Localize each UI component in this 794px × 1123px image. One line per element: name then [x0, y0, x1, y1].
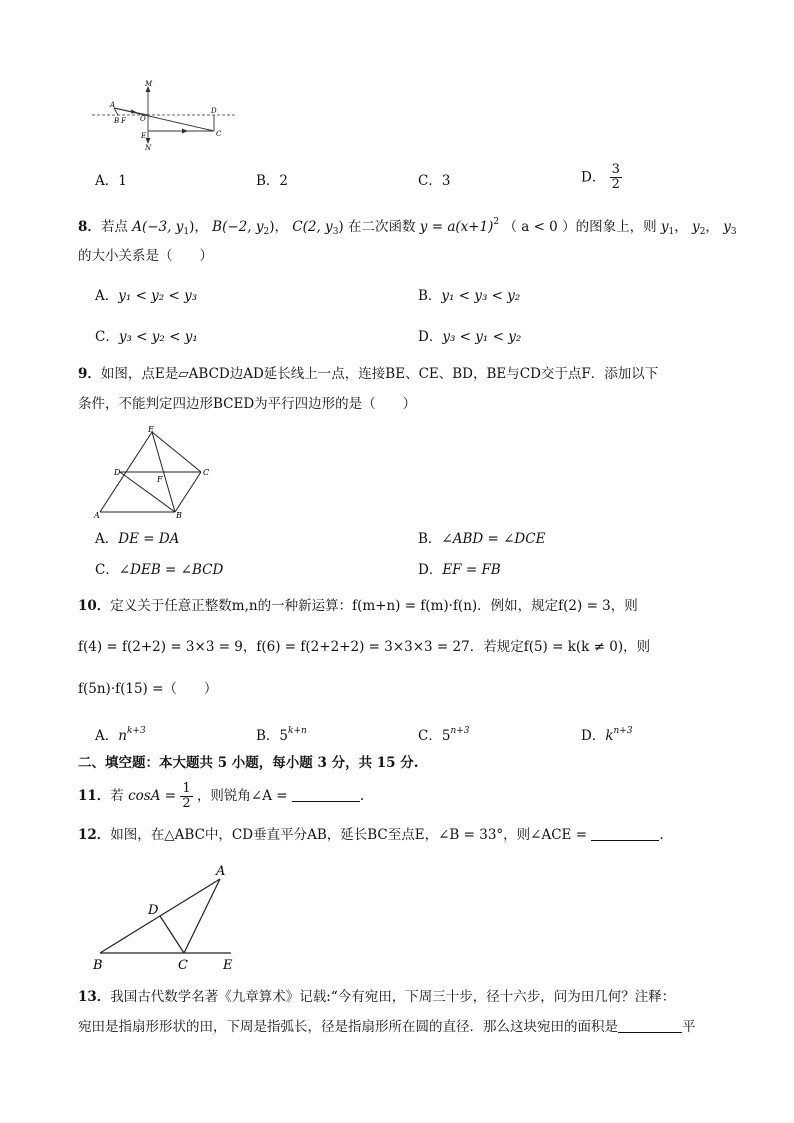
q9-label: F	[157, 475, 163, 484]
q12-label: D	[148, 903, 159, 918]
q10-stem-line3: f(5n)·f(15) =（ ）	[78, 681, 218, 697]
q12-label: E	[223, 958, 233, 973]
q7-option-a[interactable]: A．1	[95, 173, 127, 189]
q10-option-a[interactable]: A．$n^{k+3}$	[95, 726, 146, 744]
fraction: $\frac{1}{2}$	[182, 781, 191, 811]
q9-stem-line1: 9．如图，点E是▱ABCD边AD延长线上一点，连接BE、CE、BD，BE与CD交于点F．添加以下	[78, 366, 659, 382]
q8-stem-line2: 的大小关系是（ ）	[78, 248, 213, 264]
q9-stem-line2: 条件，不能判定四边形BCED为平行四边形的是（ ）	[78, 396, 417, 412]
q9-option-c[interactable]: C．∠DEB = ∠BCD	[95, 562, 224, 578]
q9-label: C	[203, 468, 210, 477]
q9-option-b[interactable]: B．∠ABD = ∠DCE	[418, 531, 546, 547]
q7-figure	[88, 78, 238, 150]
q9-option-d[interactable]: D．EF = FB	[418, 562, 501, 578]
q12-label: B	[93, 958, 103, 973]
q10-option-c[interactable]: C．$5^{n+3}$	[418, 726, 470, 744]
q9-figure	[90, 424, 220, 520]
q12-stem: 12．如图，在△ABC中，CD垂直平分AB，延长BC至点E，∠B = 33°，则∠ACE = .	[78, 827, 664, 843]
q10-stem-line2: f(4) = f(2+2) = 3×3 = 9，f(6) = f(2+2+2) = 3×3×3 = 27．若规定f(5) = k(k ≠ 0)，则	[78, 639, 651, 655]
q9-label: D	[114, 468, 121, 477]
q7-label: F	[121, 117, 126, 125]
q10-stem-line1: 10．定义关于任意正整数m,n的一种新运算：f(m+n) = f(m)·f(n)．例如，规定f(2) = 3，则	[78, 598, 638, 614]
q7-label: O	[140, 115, 146, 123]
q7-option-b[interactable]: B．2	[256, 173, 289, 189]
q8-option-c[interactable]: C．y₃ < y₂ < y₁	[95, 329, 198, 345]
q8-option-a[interactable]: A．y₁ < y₂ < y₃	[95, 288, 198, 304]
answer-blank[interactable]	[618, 1018, 682, 1033]
answer-blank[interactable]	[591, 826, 659, 841]
q7-label: M	[145, 80, 153, 88]
q12-figure	[88, 860, 248, 975]
q7-label: B	[114, 117, 120, 125]
q7-label: C	[216, 130, 222, 138]
q9-label: A	[94, 511, 100, 520]
q9-option-a[interactable]: A．DE = DA	[95, 531, 180, 547]
q8-stem-line1: 8．若点 A(−3, $y_1$)， B(−2, $y_2$)， C(2, $y_3$) 在二次函数 $y = a(x+1)^2$ （ a < 0 ）的图象上，则 $y_1$， $y_2$， $y_3$	[78, 217, 737, 237]
q9-label: E	[148, 425, 154, 434]
q7-label: D	[211, 107, 217, 115]
q12-label: A	[216, 864, 226, 879]
q8-option-b[interactable]: B．y₁ < y₃ < y₂	[418, 288, 521, 304]
q8-option-d[interactable]: D．y₃ < y₁ < y₂	[418, 329, 522, 345]
fraction: $\frac{3}{2}$	[611, 162, 620, 192]
q11-stem: 11．若 cosA = $\frac{1}{2}$ ，则锐角∠A = .	[78, 781, 365, 811]
q7-option-c[interactable]: C．3	[418, 173, 451, 189]
q12-label: C	[178, 958, 188, 973]
answer-blank[interactable]	[292, 787, 360, 802]
q7-label: N	[145, 144, 152, 150]
q13-stem-line2: 宛田是指扇形形状的田，下周是指弧长，径是指扇形所在圆的直径．那么这块宛田的面积是 平	[78, 1019, 696, 1035]
q9-label: B	[176, 511, 182, 520]
q10-option-b[interactable]: B．$5^{k+n}$	[256, 726, 307, 744]
section-heading: 二、填空题：本大题共 5 小题，每小题 3 分，共 15 分.	[78, 755, 419, 771]
q10-option-d[interactable]: D．$k^{n+3}$	[581, 726, 633, 744]
q7-option-d[interactable]: D． $\frac{3}{2}$	[581, 162, 620, 192]
q13-stem-line1: 13．我国古代数学名著《九章算术》记载:“今有宛田，下周三十步，径十六步，问为田几何？注释：	[78, 989, 676, 1005]
q7-label: E	[141, 132, 147, 140]
q7-label: A	[110, 101, 116, 109]
